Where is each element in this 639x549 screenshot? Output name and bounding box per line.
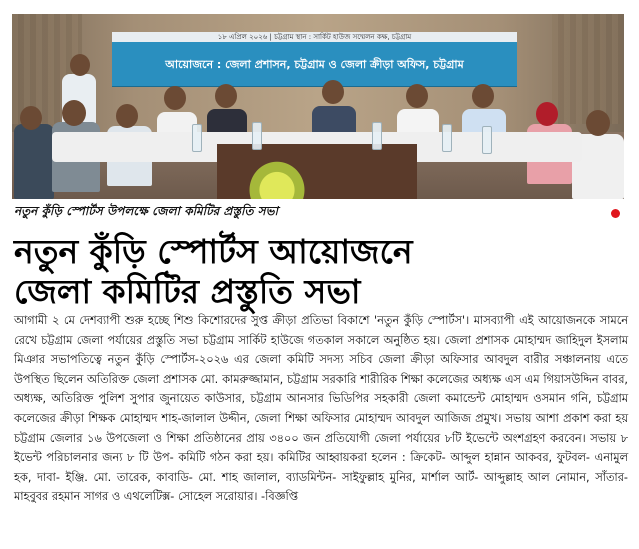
article-body [14,311,628,507]
water-bottle [442,124,452,152]
plant [242,154,312,199]
person-head [116,104,138,128]
photo-caption: নতুন কুঁড়ি স্পোর্টস উপলক্ষে জেলা কমিটির প্রস্তুতি সভা [14,204,278,218]
person-head [322,80,344,104]
headline-line-2: জেলা কমিটির প্রস্তুতি সভা [14,272,361,311]
person-figure [14,124,54,199]
person-head [20,106,42,130]
banner-top-line: ১৮ এপ্রিল ২০২৬ | চট্টগ্রাম স্থান : সার্কিট হাউজ সম্মেলন কক্ষ, চট্টগ্রাম [217,33,412,41]
person-head [472,84,494,108]
headline-line-1: নতুন কুঁড়ি স্পোর্টস আয়োজনে [14,232,413,271]
meeting-photo [12,14,624,199]
person-head [586,110,610,136]
event-banner [112,32,517,86]
article-paragraph: আগামী ২ মে দেশব্যাপী শুরু হচ্ছে শিশু কিশোরদের সুপ্ত ক্রীড়া প্রতিভা বিকাশে 'নতুন কুঁড়ি স্পোর্টস'। মাসব্যাপী এই আয়োজনকে সামনে রেখে চট্টগ্রাম জেলা পর্যায়ের প্রস্তুতি সভা চট্টগ্রাম সার্কিট হাউজে গতকাল সকালে অনুষ্ঠিত হয়। জেলা প্রশাসক মোহাম্মদ জাহিদুল ইসলাম মিঞার সভাপতিত্বে নতুন কুঁড়ি স্পোর্টস-২০২৬ এর জেলা কমিটি সদস্য সচিব জেলা ক্রীড়া অফিসার আবদুল বারীর সঞ্চালনায় এতে উপস্থিত ছিলেন অতিরিক্ত জেলা প্রশাসক মো. কামরুজ্জামান, চট্টগ্রাম সরকারি শারীরিক শিক্ষা কলেজের অধ্যক্ষ এস এম গিয়াসউদ্দিন বাবর, অধ্যক্ষ, অতিরিক্ত পুলিশ সুপার জুনায়েত কাউসার, চট্টগ্রাম আনসার ভিডিপির সহকারী জেলা কমান্ডেন্ট মোহাম্মদ ওসমান গনি, চট্টগ্রাম কলেজের ক্রীড়া শিক্ষক মোহাম্মদ শাহ-জালাল উদ্দীন, জেলা শিক্ষা অফিসার মোহাম্মদ আবদুল আজিজ প্রমুখ। সভায় আশা প্রকাশ করা হয় চট্টগ্রাম জেলার ১৬ উপজেলা ও শিক্ষা প্রতিষ্ঠানের প্রায় ৩৪০০ জন প্রতিযোগী জেলা পর্যায়ের ৮টি ইভেন্টে অংশগ্রহণ করবেন। সভায় ৮ ইভেন্ট পরিচালনার জন্য ৮ টি উপ- কমিটি গঠন করা হয়। কমিটির আহ্বায়করা হলেন : ক্রিকেট- আব্দুল হান্নান আকবর, ফুটবল- এনামুল হক, দাবা- ইঞ্জি. মো. তারেক, কাবাডি- মো. শাহ জালাল, ব্যাডমিন্টন- সাইফুল্লাহ মুনির, মার্শাল আর্ট- আব্দুল্লাহ আল নোমান, সাঁতার- মাহবুবর রহমান সাগর ও এথলেটিক্স- সোহেল সরোয়ার। -বিজ্ঞপ্তি [14,314,628,504]
wall-panel [552,14,622,124]
person-head [164,86,186,110]
person-head [215,84,237,108]
person-head [536,102,558,126]
red-dot-marker [611,209,620,218]
water-bottle [482,126,492,154]
water-bottle [252,122,262,150]
person-head [62,100,86,126]
water-bottle [372,122,382,150]
banner-text: আয়োজনে : জেলা প্রশাসন, চট্টগ্রাম ও জেলা ক্রীড়া অফিস, চট্টগ্রাম [165,58,464,71]
person-head [406,84,428,108]
news-clipping [6,6,633,543]
water-bottle [192,124,202,152]
person-head [70,54,90,76]
